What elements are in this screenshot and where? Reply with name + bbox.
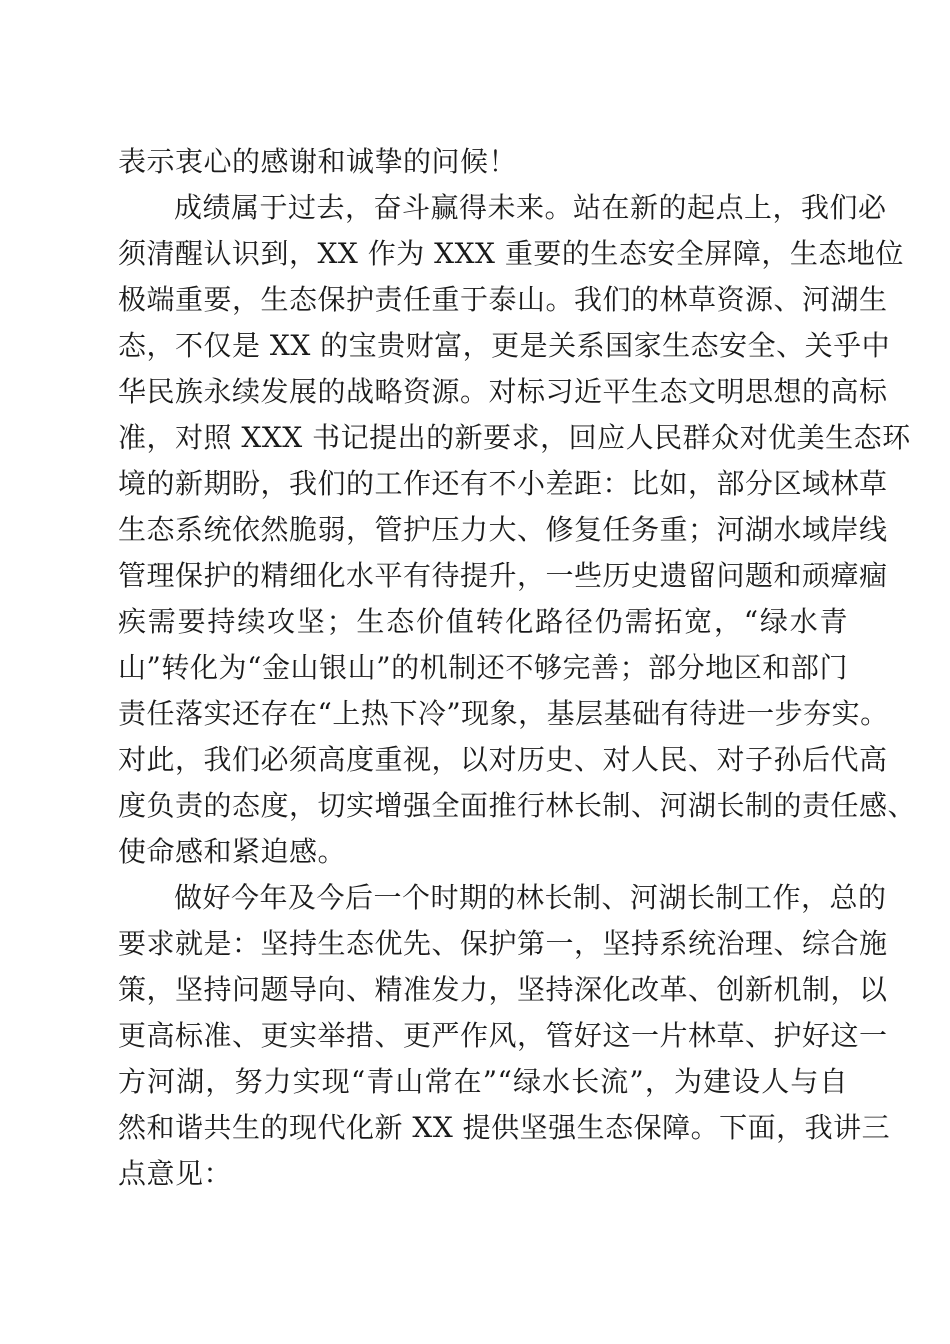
text-line: 境的新期盼，我们的工作还有不小差距：比如，部分区域林草 — [118, 467, 888, 500]
text-line: 责任落实还存在“上热下冷”现象，基层基础有待进一步夯实。 — [118, 697, 889, 730]
text-line: 使命感和紧迫感。 — [118, 835, 347, 868]
text-line: 点意见： — [118, 1157, 233, 1190]
text-line: 生态系统依然脆弱，管护压力大、修复任务重；河湖水域岸线 — [118, 513, 888, 546]
text-line: 疾需要持续攻坚；生态价值转化路径仍需拓宽，“绿水青 — [118, 605, 848, 638]
text-line: 要求就是：坚持生态优先、保护第一，坚持系统治理、综合施 — [118, 927, 888, 960]
text-line: 策，坚持问题导向、精准发力，坚持深化改革、创新机制，以 — [118, 973, 888, 1006]
text-line: 成绩属于过去，奋斗赢得未来。站在新的起点上，我们必 — [174, 191, 887, 224]
text-line: 管理保护的精细化水平有待提升，一些历史遗留问题和顽瘴痼 — [118, 559, 888, 592]
text-line: 然和谐共生的现代化新 XX 提供坚强生态保障。下面，我讲三 — [118, 1111, 891, 1144]
text-line: 更高标准、更实举措、更严作风，管好这一片林草、护好这一 — [118, 1019, 888, 1052]
text-line: 华民族永续发展的战略资源。对标习近平生态文明思想的高标 — [118, 375, 888, 408]
text-line: 对此，我们必须高度重视，以对历史、对人民、对子孙后代高 — [118, 743, 888, 776]
text-line: 须清醒认识到，XX 作为 XXX 重要的生态安全屏障，生态地位 — [118, 237, 904, 270]
text-line: 极端重要，生态保护责任重于泰山。我们的林草资源、河湖生 — [118, 283, 888, 316]
text-line: 表示衷心的感谢和诚挚的问候！ — [118, 145, 518, 178]
body-text — [118, 139, 917, 1197]
text-line: 度负责的态度，切实增强全面推行林长制、河湖长制的责任感、 — [118, 789, 917, 822]
text-line: 做好今年及今后一个时期的林长制、河湖长制工作，总的 — [174, 881, 887, 914]
text-line: 准，对照 XXX 书记提出的新要求，回应人民群众对优美生态环 — [118, 421, 911, 454]
text-line: 山”转化为“金山银山”的机制还不够完善；部分地区和部门 — [118, 651, 848, 684]
text-line: 态，不仅是 XX 的宝贵财富，更是关系国家生态安全、关乎中 — [118, 329, 891, 362]
text-line: 方河湖，努力实现“青山常在”“绿水长流”，为建设人与自 — [118, 1065, 848, 1098]
